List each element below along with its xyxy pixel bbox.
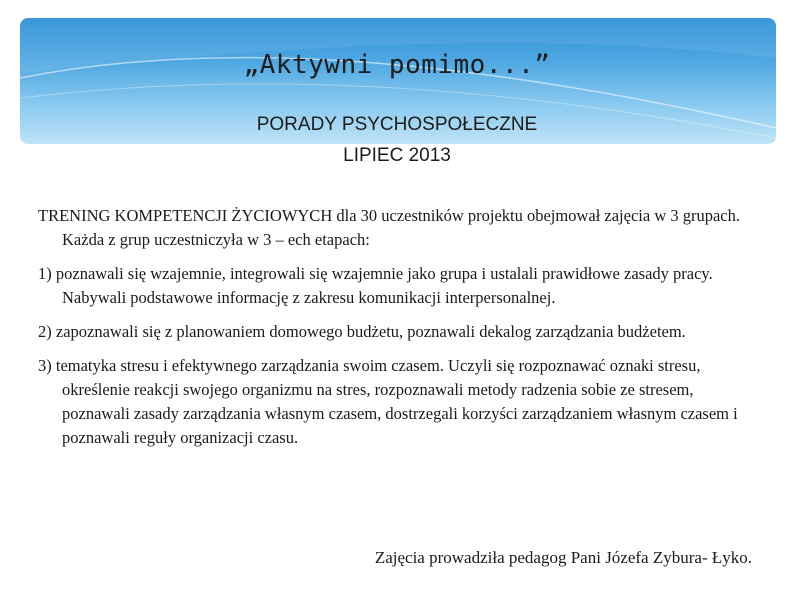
subtitle-line-1: PORADY PSYCHOSPOŁECZNE [256, 114, 538, 135]
signature-line: Zajęcia prowadziła pedagog Pani Józefa Zybura- Łyko. [374, 548, 752, 567]
page-title: „Aktywni pomimo...” [243, 50, 551, 80]
content-body [38, 204, 758, 460]
subtitle-line-2: LIPIEC 2013 [343, 145, 451, 166]
stage-1-paragraph: 1) poznawali się wzajemnie, integrowali się wzajemnie jako grupa i ustalali prawidłowe zasady pracy. Nabywali podstawowe informację z zakresu komunikacji interpersonalnej. [38, 264, 713, 307]
stage-2-paragraph: 2) zapoznawali się z planowaniem domowego budżetu, poznawali dekalog zarządzania budżetem. [38, 322, 686, 341]
intro-paragraph: TRENING KOMPETENCJI ŻYCIOWYCH dla 30 uczestników projektu obejmował zajęcia w 3 grupach. Każda z grup uczestniczyła w 3 – ech etapach: [38, 206, 741, 249]
stage-3-paragraph: 3) tematyka stresu i efektywnego zarządzania swoim czasem. Uczyli się rozpoznawać oznaki stresu, określenie reakcji swojego organizmu na stres, rozpoznawali metody radzenia sobie ze stresem, poznawali zasady zarządzania własnym czasem, dostrzegali korzyści zarządzaniem własnym czasem i poznawali reguły organizacji czasu. [38, 356, 738, 447]
